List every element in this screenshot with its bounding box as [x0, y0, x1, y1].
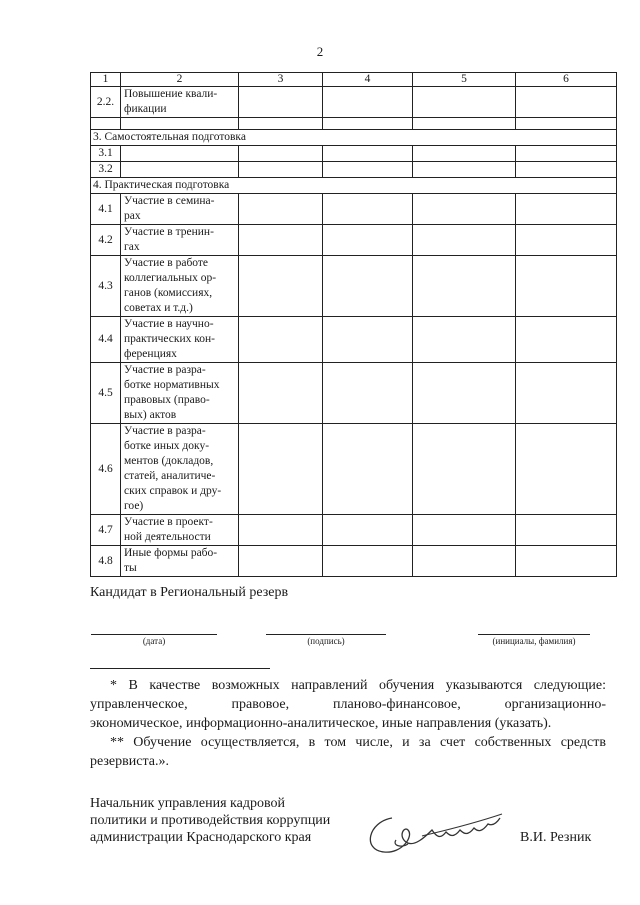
empty-cell	[516, 162, 617, 178]
table-row	[91, 225, 617, 256]
column-number: 5	[413, 73, 516, 87]
empty-cell	[413, 87, 516, 118]
activity-description	[121, 546, 239, 577]
empty-cell	[323, 424, 413, 515]
column-number: 2	[121, 73, 239, 87]
description-line: ботке иных доку-	[124, 440, 210, 452]
description-line: ты	[124, 562, 137, 574]
table-row	[91, 363, 617, 424]
table-row	[91, 515, 617, 546]
description-line	[124, 146, 235, 161]
signer-name: В.И. Резник	[520, 830, 592, 845]
column-number: 3	[239, 73, 323, 87]
empty-cell	[413, 317, 516, 363]
description-line: Участие в семина-	[124, 195, 215, 207]
activity-description	[121, 194, 239, 225]
description-line: рах	[124, 210, 141, 222]
column-number: 6	[516, 73, 617, 87]
signatory-line-3: администрации Краснодарского края	[90, 830, 312, 845]
empty-cell	[323, 87, 413, 118]
activity-description	[121, 162, 239, 178]
footnote-1-second: управленческое, правовое, планово-финансовое, организационно-	[90, 697, 606, 712]
description-line	[124, 162, 235, 177]
description-line: Повышение квали-	[124, 88, 218, 100]
description-line: ганов (комиссиях,	[124, 287, 213, 299]
description-line: Участие в научно-	[124, 318, 214, 330]
activity-description	[121, 317, 239, 363]
description-line: ботке нормативных	[124, 379, 220, 391]
description-line: Участие в работе	[124, 257, 209, 269]
empty-cell	[413, 424, 516, 515]
activity-description	[121, 225, 239, 256]
empty-cell	[239, 546, 323, 577]
row-number: 4.1	[91, 194, 121, 225]
empty-cell	[239, 515, 323, 546]
description-line: гах	[124, 241, 140, 253]
footnote-2-second: резервиста.».	[90, 754, 169, 769]
signatory-position	[90, 795, 330, 846]
blank-cell	[516, 118, 617, 130]
empty-cell	[413, 146, 516, 162]
table-row	[91, 194, 617, 225]
section-row	[91, 178, 617, 194]
row-number: 3.1	[91, 146, 121, 162]
description-line: вых) актов	[124, 409, 177, 421]
table-row	[91, 162, 617, 178]
activity-description	[121, 424, 239, 515]
column-number: 1	[91, 73, 121, 87]
table-row	[91, 87, 617, 118]
activity-description	[121, 146, 239, 162]
column-number: 4	[323, 73, 413, 87]
training-plan-table	[90, 72, 617, 577]
empty-cell	[516, 546, 617, 577]
empty-cell	[239, 256, 323, 317]
activity-description	[121, 87, 239, 118]
date-field: (дата)	[91, 634, 217, 646]
description-line: фикации	[124, 103, 167, 115]
handwritten-signature	[362, 806, 512, 866]
empty-cell	[413, 363, 516, 424]
empty-cell	[516, 317, 617, 363]
empty-cell	[239, 194, 323, 225]
empty-cell	[413, 256, 516, 317]
description-line: ференциях	[124, 348, 177, 360]
empty-cell	[239, 146, 323, 162]
description-line: коллегиальных ор-	[124, 272, 217, 284]
signatory-line-1: Начальник управления кадровой	[90, 796, 285, 811]
activity-description	[121, 256, 239, 317]
empty-cell	[239, 87, 323, 118]
blank-cell	[121, 118, 239, 130]
signature-field: (подпись)	[266, 634, 386, 646]
page-number: 2	[316, 44, 324, 59]
row-number: 4.3	[91, 256, 121, 317]
empty-cell	[413, 515, 516, 546]
blank-cell	[239, 118, 323, 130]
section-row	[91, 130, 617, 146]
table-header-row	[91, 73, 617, 87]
activity-description	[121, 515, 239, 546]
blank-cell	[323, 118, 413, 130]
row-number: 4.4	[91, 317, 121, 363]
blank-cell	[413, 118, 516, 130]
empty-cell	[516, 424, 617, 515]
description-line: гое)	[124, 500, 144, 512]
empty-cell	[413, 194, 516, 225]
empty-cell	[516, 256, 617, 317]
candidate-title: Кандидат в Региональный резерв	[90, 585, 289, 600]
empty-cell	[239, 363, 323, 424]
initials-field: (инициалы, фамилия)	[478, 634, 590, 646]
row-number: 4.8	[91, 546, 121, 577]
empty-cell	[323, 225, 413, 256]
empty-cell	[239, 424, 323, 515]
empty-cell	[323, 515, 413, 546]
description-line: ной деятельности	[124, 531, 211, 543]
row-number: 4.7	[91, 515, 121, 546]
section-title: 3. Самостоятельная подготовка	[91, 130, 617, 146]
empty-cell	[516, 87, 617, 118]
table-row	[91, 256, 617, 317]
activity-description	[121, 363, 239, 424]
footnotes	[90, 676, 606, 771]
empty-cell	[323, 317, 413, 363]
empty-cell	[516, 225, 617, 256]
row-number: 4.2	[91, 225, 121, 256]
description-line: Участие в разра-	[124, 425, 206, 437]
empty-cell	[413, 225, 516, 256]
section-title: 4. Практическая подготовка	[91, 178, 617, 194]
blank-row	[91, 118, 617, 130]
description-line: Иные формы рабо-	[124, 547, 218, 559]
row-number: 4.6	[91, 424, 121, 515]
description-line: статей, аналитиче-	[124, 470, 216, 482]
description-line: правовых (право-	[124, 394, 210, 406]
empty-cell	[239, 225, 323, 256]
empty-cell	[323, 256, 413, 317]
footnote-1-first: * В качестве возможных направлений обучения указываются следующие:	[110, 678, 606, 693]
row-number: 4.5	[91, 363, 121, 424]
empty-cell	[516, 146, 617, 162]
signatory-line-2: политики и противодействия коррупции	[90, 813, 331, 828]
empty-cell	[323, 162, 413, 178]
empty-cell	[323, 546, 413, 577]
description-line: ских справок и дру-	[124, 485, 222, 497]
description-line: практических кон-	[124, 333, 216, 345]
empty-cell	[413, 162, 516, 178]
empty-cell	[413, 546, 516, 577]
empty-cell	[323, 146, 413, 162]
row-number: 2.2.	[91, 87, 121, 118]
table-row	[91, 146, 617, 162]
footnote-rule	[90, 668, 270, 669]
empty-cell	[323, 194, 413, 225]
description-line: советах и т.д.)	[124, 302, 193, 314]
empty-cell	[516, 363, 617, 424]
empty-cell	[239, 317, 323, 363]
table-row	[91, 424, 617, 515]
empty-cell	[323, 363, 413, 424]
empty-cell	[516, 515, 617, 546]
description-line: Участие в разра-	[124, 364, 206, 376]
table-row	[91, 546, 617, 577]
table-row	[91, 317, 617, 363]
footnote-2-first: ** Обучение осуществляется, в том числе, и за счет собственных средств	[110, 735, 606, 750]
description-line: ментов (докладов,	[124, 455, 214, 467]
description-line: Участие в проект-	[124, 516, 213, 528]
blank-cell	[91, 118, 121, 130]
description-line: Участие в тренин-	[124, 226, 214, 238]
footnote-1-third: экономическое, информационно-аналитическое, иные направления (указать).	[90, 716, 552, 731]
empty-cell	[239, 162, 323, 178]
row-number: 3.2	[91, 162, 121, 178]
empty-cell	[516, 194, 617, 225]
